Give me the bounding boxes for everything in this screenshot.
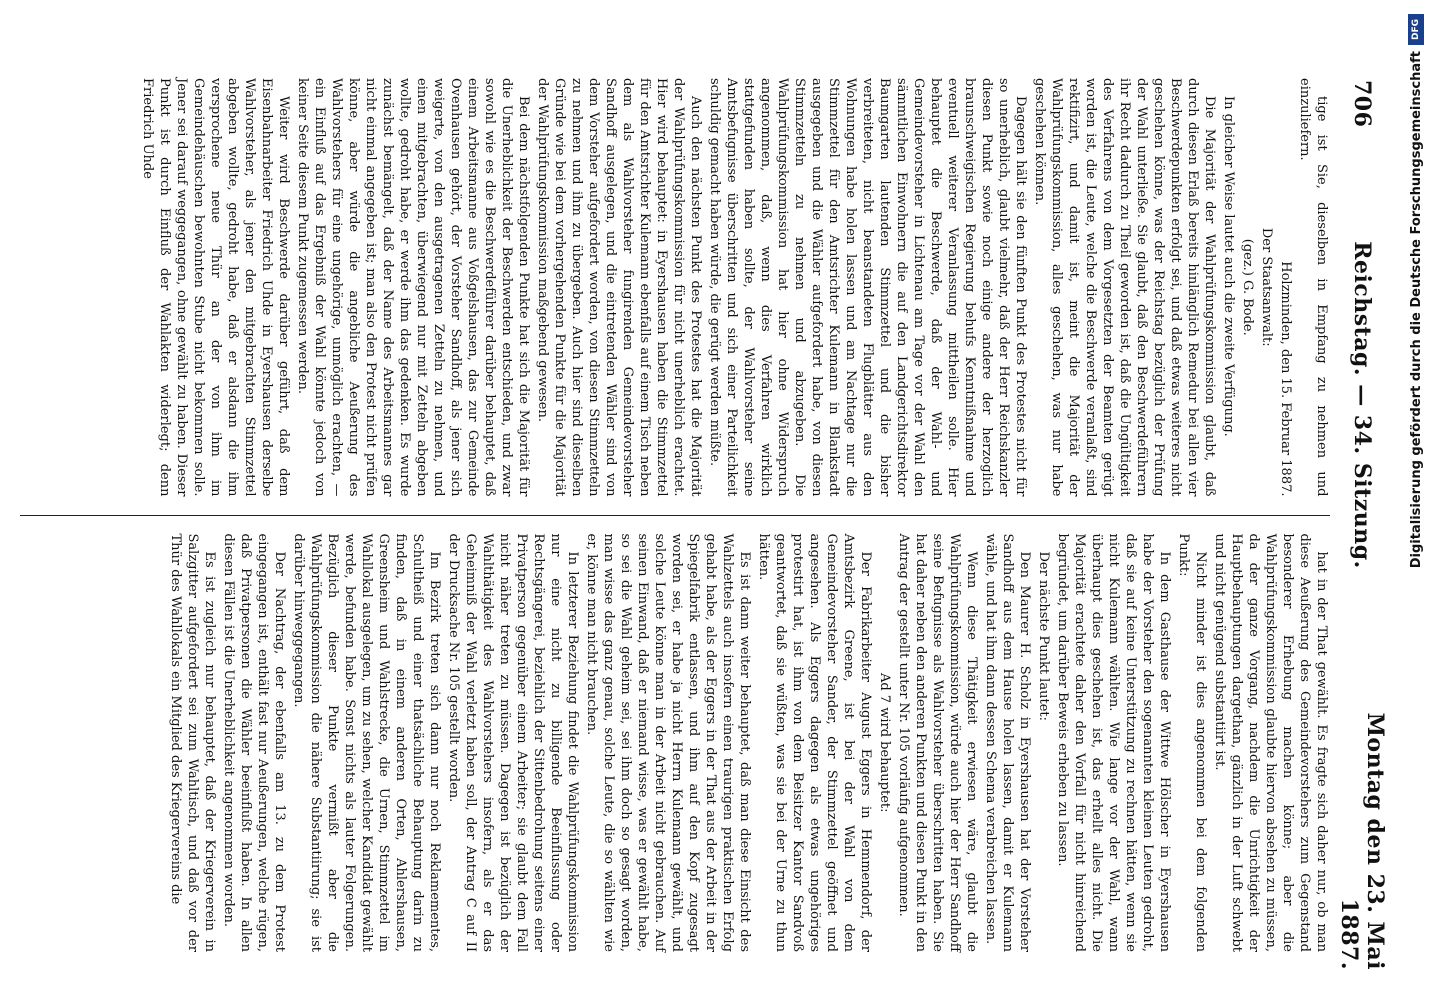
left-column — [20, 60, 1330, 515]
paragraph: (gez.) G. Bode. — [1240, 238, 1255, 336]
page-header — [1336, 80, 1388, 1000]
page-number: 706 — [1349, 80, 1375, 128]
digitization-credit-strip — [1400, 0, 1432, 1000]
paragraph: Den Maurer H. Scholz in Eyershausen hat der Vorsteher Sandhoff aus dem Hause holen lassen, damit er Kulemann wähle, und hat ihm dann dessen Schema verabreichen lassen. — [983, 533, 1032, 952]
digitization-credit — [1400, 0, 1432, 1000]
running-head: Reichstag. — 34. Sitzung. — [1349, 241, 1375, 569]
paragraph: Die Majorität der Wahlprüfungskommission glaubt, daß durch diesen Erlaß bereits hinlänglich Remedur bei allen vier Beschwerdepunkten erfolgt sei, und daß etwas weiteres nicht geschehen könne, was der Reichstag bezüglich der Prüfung der Wahl unterließe. Sie glaubt, daß den Beschwerdeführern ihr Recht dadurch zu Theil geworden ist, daß die Ungültigkeit des Verfahrens von dem Vorgesetzten der Beamten gerügt worden ist, die Leute, welche die Beschwerde veranlaßt, sind rektifizirt, und damit ist, meint die Majorität der Wahlprüfungskommission, alles geschehen, was nur habe geschehen können. — [1032, 78, 1217, 497]
page-date: Montag den 23. Mai 1887. — [1336, 712, 1388, 970]
paragraph: Der nächste Punkt lautet: — [1036, 551, 1051, 721]
paragraph: In letzterer Beziehung findet die Wahlprüfungskommission nur eine nicht zu billigende Beeinflussung oder Rechtsgängerei, beziehlich der Sittenbedrohung seitens einer Privatperson gegenüber einem Arbeiter; sie glaubt dem Fall nicht näher treten zu müssen. Dagegen ist bezüglich der Wahlthätigkeit des Wahlvorstehers insofern, als er das Geheimniß der Wahl verletzt haben soll, der Antrag C auf II der Drucksache Nr. 105 gestellt worden. — [446, 533, 580, 952]
paragraph: Weiter wird Beschwerde darüber geführt, daß dem Eisenbahnarbeiter Friedrich Uhde in Eyershausen derselbe Wahlvorsteher, als jener den mitgebrachten Stimmzettel abgeben wollte, gedroht habe, daß er alsdann die ihm versprochene neue Thür an der von ihm im Gemeindehäuschen bewohnten Stube nicht bekommen solle. Jener sei darauf weggegangen, ohne gewählt zu haben. Dieser Punkt ist durch Einfluß der Wahlakten widerlegt; denn Friedrich Uhde — [140, 78, 291, 497]
paragraph: Der Staatsanwalt: — [1259, 227, 1274, 347]
paragraph: Es ist dann weiter behauptet, daß man diese Einsicht des Wahlzettels auch insofern einen traurigen praktischen Erfolg gehabt habe, als der Eggers in der That aus der Arbeit in der Spiegelfabrik entlassen, und ihm auf den Kopf zugesagt worden sei, er habe ja nicht Herrn Kulemann gewählt, und solche Leute könne man in der Arbeit nicht gebrauchen. Auf seinen Einwand, daß er niemand wisse, was er gewählt habe, so sei die Wahl geheim sei, sei ihm doch so gesagt worden, man wisse das ganz genau, solche Leute, die so wählten wie er, könne man nicht brauchen. — [584, 533, 752, 952]
paragraph: Holzminden, den 15. Februar 1887. — [1278, 261, 1293, 497]
paragraph: Auch den nächsten Punkt des Protestes hat die Majorität der Wahlprüfungskommission für nicht unerheblich erachtet. Hier wird behauptet: in Eyershausen haben die Stimmzettel für den Amtsrichter Kulemann ebenfalls auf einem Tisch neben dem als Wahlvorsteher fungirenden Gemeindevorsteher Sandhoff ausgelegen, und die eintretenden Wähler sind von dem Vorsteher aufgefordert worden, von diesen Stimmzetteln zu nehmen und ihm zu übergeben. Auch hier sind dieselben Gründe wie bei dem vorhergehenden Punkte für die Majorität der Wahlprüfungskommission maßgebend gewesen. — [535, 78, 703, 497]
dfg-logo-icon: DFG — [1408, 14, 1424, 45]
paragraph: Bei dem nächstfolgenden Punkte hat sich die Majorität für die Unerheblichkeit der Beschwerden entschieden, und zwar sowohl wie es die Beschwerdeführer darüber behauptet, daß einem Arbeitsmanne aus Voßgelshausen, das zur Gemeinde Ovenhausen gehört, der Vorsteher Sandhoff, als jener sich weigerte, von den ausgetragenen Zetteln zu nehmen, und einen mitgebrachten, überwiegend nur mit Zetteln abgeben wollte, gedroht habe, er werde ihm das gedenken. Es wurde zunächst bemängelt, daß der Name des Arbeitsmannes gar nicht einmal angegeben ist; man also den Protest nicht prüfen könne, aber würde die angebliche Aeußerung des Wahlvorstehers für eine ungehörige, unmöglich erachten, — ein Einfluß auf das Ergebniß der Wahl könnte jedoch von keiner Seite diesem Punkt zugemessen werden. — [295, 78, 531, 497]
paragraph: Wenn diese Thätigkeit erwiesen wäre, glaubt die Wahlprüfungskommission, würde auch hier der Herr Sandhoff seine Befugnisse als Wahlvorsteher überschritten haben. Sie hat daher neben den anderen Punkten und diesen Punkt in den Antrag der gestellt unter Nr. 105 vorläufig aufgenommen. — [896, 533, 979, 952]
paragraph: Der Fabrikarbeiter August Eggers in Hemmendorf, der Amtsbezirk Greene, ist bei der Wahl von dem Gemeindevorsteher Sander, der Stimmzettel geöffnet und angesehen. Als Eggers dagegen als etwas ungehöriges protestirt hat, ist ihm von dem Beisitzer Kantor Sandvoß geantwortet, daß sie wüßten, was sie bei der Urne zu thun hätten. — [756, 533, 873, 952]
paragraph: Nicht minder ist dies angenommen bei dem folgenden Punkt: — [1176, 533, 1208, 952]
paragraph: Es ist zugleich nur behauptet, daß der Kriegerverein in Salzgitter aufgefordert sei zum Wahltisch, und daß vor der Thür des Wahllokals ein Mitglied des Kriegervereins die — [168, 533, 217, 952]
right-column — [20, 515, 1330, 971]
credit-text: Digitalisierung gefördert durch die Deutsche Forschungsgemeinschaft — [1408, 51, 1424, 569]
paragraph: Im Bezirk treten sich dann nur noch Reklamementes, Schultheiß und einer thatsächliche Behauptung darin zu finden, daß in einem anderen Orten, Ahlershausen, Greensheim und Wahlstrecke, die Urnen, Stimmzettel im Wahllokal ausgelegen, um zu sehen, welcher Kandidat gewählt werde, befunden habe. Sonst nichts als lauter Folgerungen. Bezüglich dieser Punkte vermißt aber die Wahlprüfungskommission die nähere Substantiirung; sie ist darüber hinweggegangen. — [291, 533, 442, 952]
paragraph: hat in der That gewählt. Es fragte sich daher nur, ob man diese Aeußerung des Gemeindevorstehers zum Gegenstand besonderer Erhebung machen könne; aber die Wahlprüfungskommission glaubte hiervon absehen zu müssen, da der ganze Vorgang, nachdem die Unrichtigkeit der Hauptbehauptungen dargethan, gänzlich in der Luft schwebt und nicht genügend substantiirt ist. — [1212, 533, 1329, 952]
paragraph: In gleicher Weise lautet auch die zweite Verfügung. — [1221, 96, 1236, 437]
paragraph: Ad 7 wird behauptet: — [877, 672, 892, 813]
paragraph: Der Nachtrag, der ebenfalls am 13. zu dem Protest eingegangen ist, enthält fast nur Aeußerungen, welche rügen, daß Privatpersonen die Wähler beeinflußt haben. In allen diesen Fällen ist die Unerheblichkeit angenommen worden. — [221, 533, 287, 952]
paragraph: Dagegen hält sie den fünften Punkt des Protestes nicht für so unerheblich, glaubt vielmehr, daß der Herr Reichskanzler diesen Punkt sowie noch einige andere der herzoglich braunschweigischen Regierung behufs Kenntnißnahme und eventuell weiterer Veranlassung mittheilen solle. Hier behauptet die Beschwerde, daß der Wahl- und Gemeindevorsteher in Lichtenau am Tage vor der Wahl den sämmtlichen Einwohnern die auf den Landgerichtsdirektor Baumgarten lautenden Stimmzettel und die bisher verbreiteten, nicht beanstandeten Flugblätter aus den Wohnungen habe holen lassen und am Nachtage nur die Stimmzettel für den Amtsrichter Kulemann in Blankstadt ausgegeben und die Wähler aufgefordert habe, von diesen Stimmzetteln zu nehmen und abzugeben. Die Wahlprüfungskommission hat hier ohne Widerspruch angenommen, daß, wenn dies Verfahren wirklich stattgefunden haben sollte, der Wahlvorsteher seine Amtsbefugnisse überschritten und sich einer Parteilichkeit schuldig gemacht haben würde, die gerügt werden müßte. — [707, 78, 1028, 497]
paragraph: tige ist Sie, dieselben in Empfang zu nehmen und einzuliefern. — [1297, 78, 1329, 497]
paragraph: In dem Gasthause der Wittwe Hölscher in Eyershausen habe der Vorsteher den sogenannten kleinen Leuten gedroht, daß sie auf keine Unterstützung zu rechnen hätten, wenn sie nicht Kulemann wählten. Wie lange vor der Wahl, wann überhaupt dies geschehen ist, das erhellt alles nicht. Die Majorität erachtete daher den Vorfall für nicht hinreichend begründet, um darüber Beweis erheben zu lassen. — [1055, 533, 1172, 952]
text-columns — [20, 60, 1330, 970]
